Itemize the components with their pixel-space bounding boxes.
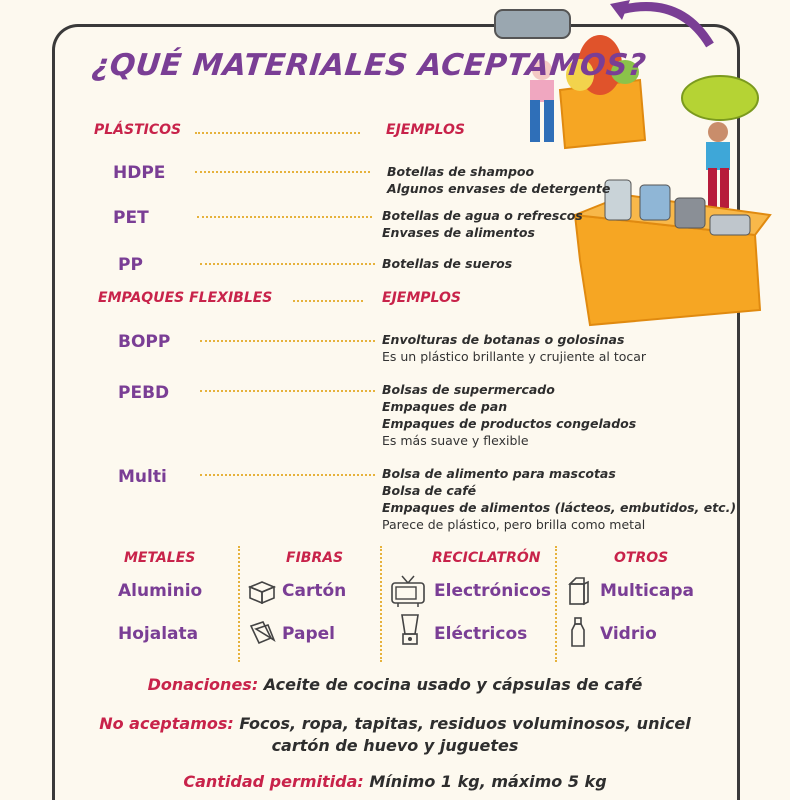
page-title: ¿QUÉ MATERIALES ACEPTAMOS?: [90, 48, 648, 83]
no-aceptamos-line-2: [0, 735, 790, 757]
flexibles-examples-header: EJEMPLOS: [382, 290, 461, 306]
blender-icon: [396, 612, 424, 648]
box-icon: [247, 578, 277, 604]
plasticos-examples-header: EJEMPLOS: [386, 122, 465, 138]
cantidad-text: Mínimo 1 kg, máximo 5 kg: [363, 772, 607, 791]
no-aceptamos-text: Focos, ropa, tapitas, residuos voluminosos, unicel: [233, 714, 691, 733]
examples-multi: [382, 465, 736, 533]
leader-dots: [200, 390, 375, 392]
examples-bopp: [382, 331, 646, 365]
cantidad-label: Cantidad permitida:: [183, 772, 364, 791]
fibras-header: FIBRAS: [286, 550, 344, 566]
otros-vidrio: Vidrio: [600, 624, 657, 644]
example-text: Algunos envases de detergente: [387, 181, 611, 196]
example-text: Empaques de productos congelados: [382, 416, 637, 431]
example-text: Envases de alimentos: [382, 225, 535, 240]
donaciones-text: Aceite de cocina usado y cápsulas de café: [258, 675, 643, 694]
bottle-icon: [568, 616, 588, 648]
examples-pebd: [382, 381, 636, 449]
examples-hdpe: [387, 163, 610, 197]
material-pebd: PEBD: [118, 383, 170, 403]
column-divider: [555, 546, 557, 662]
leader-dots: [200, 340, 375, 342]
donaciones-line: [0, 674, 790, 696]
example-text: Empaques de alimentos (lácteos, embutidos, etc.): [382, 500, 737, 515]
example-text: Bolsa de café: [382, 483, 477, 498]
example-text: Botellas de shampoo: [387, 164, 535, 179]
plasticos-header: PLÁSTICOS: [94, 122, 182, 138]
carton-icon: [566, 576, 590, 606]
leader-dots: [195, 171, 370, 173]
paper-icon: [247, 620, 277, 646]
fibras-papel: Papel: [282, 624, 336, 644]
material-pet: PET: [113, 208, 149, 228]
examples-pet: [382, 207, 583, 241]
metales-header: METALES: [124, 550, 196, 566]
reciclatron-header: RECICLATRÓN: [432, 550, 541, 566]
leader-dots: [200, 263, 375, 265]
reciclatron-electronicos: Electrónicos: [434, 581, 552, 601]
metales-hojalata: Hojalata: [118, 624, 199, 644]
example-text: Bolsas de supermercado: [382, 382, 555, 397]
no-aceptamos-line: [0, 713, 790, 735]
flexibles-header: EMPAQUES FLEXIBLES: [98, 290, 273, 306]
example-text: Botellas de sueros: [382, 256, 513, 271]
material-multi: Multi: [118, 467, 167, 487]
otros-header: OTROS: [614, 550, 669, 566]
no-aceptamos-label: No aceptamos:: [99, 714, 234, 733]
reciclatron-electricos: Eléctricos: [434, 624, 528, 644]
tv-icon: [390, 574, 426, 608]
column-divider: [380, 546, 382, 662]
fibras-carton: Cartón: [282, 581, 347, 601]
example-text: Empaques de pan: [382, 399, 508, 414]
example-note: Parece de plástico, pero brilla como metal: [382, 517, 646, 532]
metales-aluminio: Aluminio: [118, 581, 203, 601]
cantidad-line: [0, 771, 790, 793]
leader-dots: [200, 474, 375, 476]
example-text: Bolsa de alimento para mascotas: [382, 466, 616, 481]
column-divider: [238, 546, 240, 662]
examples-pp: [382, 255, 512, 272]
example-text: Botellas de agua o refrescos: [382, 208, 583, 223]
no-aceptamos-text-2: cartón de huevo y juguetes: [271, 736, 519, 755]
material-bopp: BOPP: [118, 332, 171, 352]
leader-dots: [197, 216, 372, 218]
example-note: Es más suave y flexible: [382, 433, 529, 448]
example-note: Es un plástico brillante y crujiente al tocar: [382, 349, 647, 364]
otros-multicapa: Multicapa: [600, 581, 694, 601]
material-hdpe: HDPE: [113, 163, 166, 183]
material-pp: PP: [118, 255, 143, 275]
leader-dots: [195, 132, 360, 134]
leader-dots: [293, 300, 363, 302]
donaciones-label: Donaciones:: [147, 675, 259, 694]
example-text: Envolturas de botanas o golosinas: [382, 332, 625, 347]
